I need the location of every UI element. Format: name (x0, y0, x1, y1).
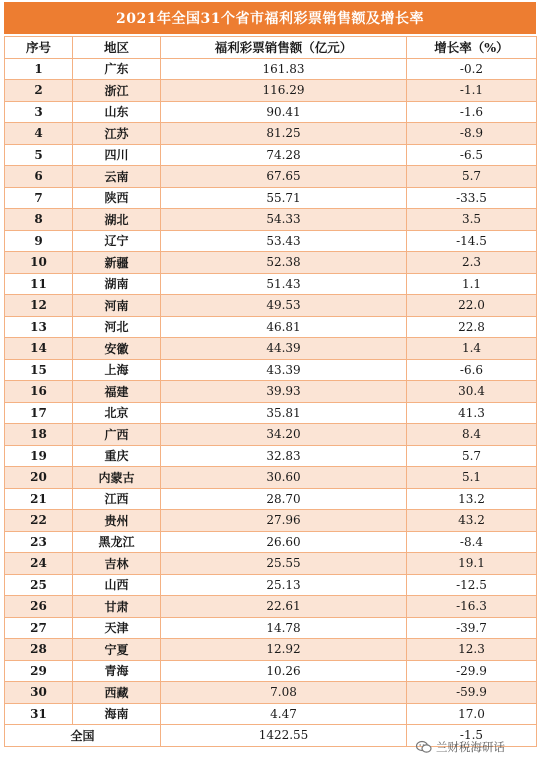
table-row (5, 381, 537, 403)
rank-cell: 4 (5, 123, 73, 145)
rank-cell: 14 (5, 338, 73, 360)
region-cell: 陕西 (73, 187, 161, 209)
region-cell: 重庆 (73, 445, 161, 467)
table-row (5, 359, 537, 381)
table-row (5, 338, 537, 360)
table-row (5, 252, 537, 274)
table-row (5, 574, 537, 596)
region-cell: 辽宁 (73, 230, 161, 252)
rank-cell: 11 (5, 273, 73, 295)
table-row (5, 80, 537, 102)
rank-cell: 31 (5, 703, 73, 725)
region-cell: 甘肃 (73, 596, 161, 618)
sales-cell: 90.41 (161, 101, 407, 123)
growth-cell: 19.1 (407, 553, 537, 575)
rank-cell: 30 (5, 682, 73, 704)
region-cell: 新疆 (73, 252, 161, 274)
table-row (5, 531, 537, 553)
rank-cell: 28 (5, 639, 73, 661)
header-region: 地区 (73, 37, 161, 59)
table-row (5, 424, 537, 446)
sales-cell: 46.81 (161, 316, 407, 338)
rank-cell: 7 (5, 187, 73, 209)
table-row (5, 187, 537, 209)
region-cell: 福建 (73, 381, 161, 403)
growth-cell: 1.1 (407, 273, 537, 295)
table-row (5, 639, 537, 661)
rank-cell: 24 (5, 553, 73, 575)
region-cell: 四川 (73, 144, 161, 166)
rank-cell: 12 (5, 295, 73, 317)
header-row (5, 37, 537, 59)
growth-cell: -1.1 (407, 80, 537, 102)
table-row (5, 488, 537, 510)
sales-cell: 14.78 (161, 617, 407, 639)
region-cell: 青海 (73, 660, 161, 682)
table-row (5, 209, 537, 231)
sales-cell: 81.25 (161, 123, 407, 145)
growth-cell: 5.7 (407, 166, 537, 188)
table-row (5, 273, 537, 295)
rank-cell: 18 (5, 424, 73, 446)
rank-cell: 23 (5, 531, 73, 553)
growth-cell: -33.5 (407, 187, 537, 209)
table-row (5, 230, 537, 252)
sales-cell: 44.39 (161, 338, 407, 360)
region-cell: 河南 (73, 295, 161, 317)
sales-cell: 10.26 (161, 660, 407, 682)
region-cell: 江西 (73, 488, 161, 510)
region-cell: 广西 (73, 424, 161, 446)
region-cell: 山西 (73, 574, 161, 596)
table-row (5, 316, 537, 338)
region-cell: 安徽 (73, 338, 161, 360)
total-growth: -1.5 (407, 725, 537, 747)
table-row (5, 510, 537, 532)
sales-cell: 30.60 (161, 467, 407, 489)
growth-cell: 30.4 (407, 381, 537, 403)
wechat-icon (416, 740, 432, 754)
rank-cell: 17 (5, 402, 73, 424)
growth-cell: 22.8 (407, 316, 537, 338)
table-row (5, 123, 537, 145)
sales-cell: 55.71 (161, 187, 407, 209)
sales-cell: 49.53 (161, 295, 407, 317)
table-row (5, 703, 537, 725)
sales-cell: 51.43 (161, 273, 407, 295)
table-row (5, 660, 537, 682)
growth-cell: -16.3 (407, 596, 537, 618)
header-sales: 福利彩票销售额（亿元） (161, 37, 407, 59)
growth-cell: 41.3 (407, 402, 537, 424)
sales-cell: 53.43 (161, 230, 407, 252)
growth-cell: 22.0 (407, 295, 537, 317)
table-row (5, 553, 537, 575)
rank-cell: 1 (5, 58, 73, 80)
rank-cell: 3 (5, 101, 73, 123)
rank-cell: 8 (5, 209, 73, 231)
growth-cell: 17.0 (407, 703, 537, 725)
sales-cell: 74.28 (161, 144, 407, 166)
rank-cell: 16 (5, 381, 73, 403)
growth-cell: -39.7 (407, 617, 537, 639)
sales-cell: 34.20 (161, 424, 407, 446)
rank-cell: 13 (5, 316, 73, 338)
growth-cell: 5.7 (407, 445, 537, 467)
growth-cell: -14.5 (407, 230, 537, 252)
table-row (5, 295, 537, 317)
sales-cell: 67.65 (161, 166, 407, 188)
region-cell: 广东 (73, 58, 161, 80)
sales-cell: 25.55 (161, 553, 407, 575)
rank-cell: 5 (5, 144, 73, 166)
sales-cell: 116.29 (161, 80, 407, 102)
growth-cell: 5.1 (407, 467, 537, 489)
region-cell: 湖南 (73, 273, 161, 295)
watermark (416, 738, 505, 756)
sales-cell: 32.83 (161, 445, 407, 467)
rank-cell: 29 (5, 660, 73, 682)
region-cell: 上海 (73, 359, 161, 381)
rank-cell: 26 (5, 596, 73, 618)
sales-cell: 22.61 (161, 596, 407, 618)
growth-cell: -29.9 (407, 660, 537, 682)
table-title: 2021年全国31个省市福利彩票销售额及增长率 (4, 2, 536, 34)
growth-cell: -8.9 (407, 123, 537, 145)
rank-cell: 6 (5, 166, 73, 188)
sales-cell: 39.93 (161, 381, 407, 403)
total-sales: 1422.55 (161, 725, 407, 747)
rank-cell: 2 (5, 80, 73, 102)
rank-cell: 20 (5, 467, 73, 489)
sales-cell: 26.60 (161, 531, 407, 553)
header-growth: 增长率（%） (407, 37, 537, 59)
region-cell: 黑龙江 (73, 531, 161, 553)
growth-cell: -6.6 (407, 359, 537, 381)
region-cell: 北京 (73, 402, 161, 424)
rank-cell: 21 (5, 488, 73, 510)
table-row (5, 682, 537, 704)
table-row (5, 617, 537, 639)
rank-cell: 15 (5, 359, 73, 381)
region-cell: 贵州 (73, 510, 161, 532)
sales-cell: 52.38 (161, 252, 407, 274)
sales-cell: 12.92 (161, 639, 407, 661)
growth-cell: -8.4 (407, 531, 537, 553)
region-cell: 河北 (73, 316, 161, 338)
table-row (5, 445, 537, 467)
growth-cell: 1.4 (407, 338, 537, 360)
region-cell: 浙江 (73, 80, 161, 102)
sales-cell: 43.39 (161, 359, 407, 381)
rank-cell: 19 (5, 445, 73, 467)
sales-cell: 28.70 (161, 488, 407, 510)
rank-cell: 10 (5, 252, 73, 274)
growth-cell: 2.3 (407, 252, 537, 274)
growth-cell: 13.2 (407, 488, 537, 510)
growth-cell: -59.9 (407, 682, 537, 704)
growth-cell: 12.3 (407, 639, 537, 661)
region-cell: 内蒙古 (73, 467, 161, 489)
region-cell: 江苏 (73, 123, 161, 145)
table-row (5, 144, 537, 166)
region-cell: 西藏 (73, 682, 161, 704)
growth-cell: 3.5 (407, 209, 537, 231)
sales-cell: 25.13 (161, 574, 407, 596)
table-row (5, 402, 537, 424)
growth-cell: -0.2 (407, 58, 537, 80)
region-cell: 海南 (73, 703, 161, 725)
table-row (5, 596, 537, 618)
growth-cell: -1.6 (407, 101, 537, 123)
watermark-text: 兰财税海研话 (436, 740, 505, 754)
rank-cell: 22 (5, 510, 73, 532)
sales-table (4, 36, 537, 747)
sales-cell: 161.83 (161, 58, 407, 80)
growth-cell: 43.2 (407, 510, 537, 532)
region-cell: 湖北 (73, 209, 161, 231)
sales-cell: 4.47 (161, 703, 407, 725)
header-rank: 序号 (5, 37, 73, 59)
region-cell: 宁夏 (73, 639, 161, 661)
region-cell: 天津 (73, 617, 161, 639)
table-row (5, 101, 537, 123)
table-row (5, 467, 537, 489)
sales-cell: 7.08 (161, 682, 407, 704)
growth-cell: -12.5 (407, 574, 537, 596)
sales-cell: 35.81 (161, 402, 407, 424)
sales-cell: 27.96 (161, 510, 407, 532)
rank-cell: 25 (5, 574, 73, 596)
growth-cell: -6.5 (407, 144, 537, 166)
rank-cell: 27 (5, 617, 73, 639)
total-label: 全国 (5, 725, 161, 747)
rank-cell: 9 (5, 230, 73, 252)
region-cell: 山东 (73, 101, 161, 123)
growth-cell: 8.4 (407, 424, 537, 446)
table-row (5, 58, 537, 80)
region-cell: 吉林 (73, 553, 161, 575)
sales-cell: 54.33 (161, 209, 407, 231)
region-cell: 云南 (73, 166, 161, 188)
table-row (5, 166, 537, 188)
